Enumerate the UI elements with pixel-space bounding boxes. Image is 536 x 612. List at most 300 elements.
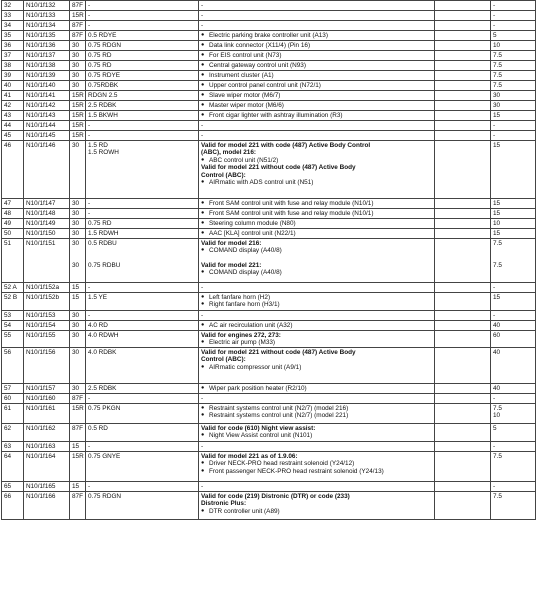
component-item: ● Master wiper motor (M6/6) (201, 102, 432, 109)
description-cell (199, 481, 435, 491)
cable-cell (86, 441, 199, 451)
cable-value (88, 247, 196, 254)
amperage-cell (491, 61, 536, 71)
amperage-value: 7.5 (493, 404, 502, 412)
cable-value: 0.75 RDYE (88, 72, 120, 79)
connector-cell: N10/1f147 (24, 199, 70, 209)
fuse-number-cell: 48 (2, 209, 24, 219)
fuse-number-cell: 49 (2, 219, 24, 229)
extra-cell (435, 423, 491, 441)
cable-cell (86, 141, 199, 199)
cable-value: 4.0 RDBK (88, 348, 117, 356)
fuse-number-cell: 52 B (2, 293, 24, 311)
description-text: - (201, 394, 204, 402)
terminal-value: 87F (72, 22, 84, 29)
validity-heading: Valid for model 221 with code (487) Active Body Control (201, 142, 371, 149)
description-text: - (201, 22, 204, 29)
table-row (2, 91, 536, 101)
connector-cell: N10/1f145 (24, 131, 70, 141)
fuse-number-cell: 40 (2, 81, 24, 91)
table-row (2, 199, 536, 209)
cable-cell (86, 491, 199, 519)
table-row (2, 239, 536, 283)
component-item: ● Electric parking brake controller unit (A13) (201, 32, 432, 39)
connector-cell: N10/1f160 (24, 393, 70, 403)
component-item: ● Right fanfare horn (H3/1) (201, 301, 432, 308)
connector-cell: N10/1f154 (24, 321, 70, 331)
cable-cell (86, 383, 199, 393)
cable-value: - (88, 2, 91, 9)
amperage-cell (491, 121, 536, 131)
description-cell (199, 51, 435, 61)
extra-cell (435, 311, 491, 321)
description-cell (199, 229, 435, 239)
amperage-value: 40 (493, 348, 501, 356)
cable-value: - (88, 210, 91, 217)
extra-cell (435, 347, 491, 383)
component-item: ● Restraint systems control unit (N2/7) (model 221) (201, 412, 432, 419)
table-row (2, 383, 536, 393)
cable-value: RDGN 2.5 (88, 92, 118, 99)
terminal-cell (70, 293, 86, 311)
description-cell (199, 199, 435, 209)
terminal-value: 15 (72, 482, 80, 490)
connector-cell: N10/1f138 (24, 61, 70, 71)
terminal-value: 30 (72, 240, 80, 247)
terminal-value: 15R (72, 112, 84, 119)
amperage-value: - (493, 284, 496, 291)
component-item: ● AC air recirculation unit (A32) (201, 322, 432, 329)
cable-value: 0.75 PKGN (88, 404, 121, 412)
cable-cell (86, 209, 199, 219)
extra-cell (435, 331, 491, 348)
description-cell (199, 491, 435, 519)
description-cell (199, 393, 435, 403)
amperage-value (493, 255, 533, 262)
extra-cell (435, 61, 491, 71)
validity-heading: Control (ABC): (201, 356, 246, 364)
table-row (2, 293, 536, 311)
extra-cell (435, 199, 491, 209)
connector-cell: N10/1f150 (24, 229, 70, 239)
description-cell (199, 11, 435, 21)
amperage-cell (491, 451, 536, 481)
description-cell (199, 141, 435, 199)
fuse-number-cell: 63 (2, 441, 24, 451)
amperage-cell (491, 491, 536, 519)
extra-cell (435, 131, 491, 141)
amperage-value: 40 (493, 322, 501, 329)
description-cell (199, 293, 435, 311)
connector-cell: N10/1f163 (24, 441, 70, 451)
cable-cell (86, 31, 199, 41)
connector-cell: N10/1f136 (24, 41, 70, 51)
terminal-value: 15R (72, 122, 84, 129)
component-item: ● Night View Assist control unit (N101) (201, 432, 432, 439)
amperage-cell (491, 31, 536, 41)
fuse-number-cell: 39 (2, 71, 24, 81)
terminal-cell (70, 347, 86, 383)
connector-cell: N10/1f140 (24, 81, 70, 91)
cable-value: 0.75 RD (88, 62, 112, 69)
cable-value: 0.75 RD (88, 220, 112, 227)
amperage-value: 7.5 (493, 62, 502, 69)
fuse-number-cell: 43 (2, 111, 24, 121)
fuse-number-cell: 56 (2, 347, 24, 383)
cable-value: 2.5 RDBK (88, 384, 117, 392)
connector-cell: N10/1f143 (24, 111, 70, 121)
terminal-cell (70, 331, 86, 348)
connector-cell: N10/1f137 (24, 51, 70, 61)
table-row (2, 31, 536, 41)
cable-value: 0.75RDBK (88, 82, 119, 89)
amperage-cell (491, 111, 536, 121)
amperage-cell (491, 219, 536, 229)
component-item: ● Left fanfare horn (H2) (201, 294, 432, 301)
terminal-cell (70, 91, 86, 101)
description-cell (199, 311, 435, 321)
component-item: ● Central gateway control unit (N93) (201, 62, 432, 69)
cable-cell (86, 121, 199, 131)
terminal-value: 30 (72, 322, 80, 329)
extra-cell (435, 229, 491, 239)
terminal-cell (70, 111, 86, 121)
terminal-value: 30 (72, 52, 80, 59)
table-row (2, 331, 536, 348)
cable-cell (86, 331, 199, 348)
table-row (2, 441, 536, 451)
table-row (2, 1, 536, 11)
cable-value: - (88, 132, 91, 139)
amperage-cell (491, 11, 536, 21)
fuse-number-cell: 66 (2, 491, 24, 519)
validity-heading: Valid for model 221: (201, 261, 262, 269)
description-cell (199, 451, 435, 481)
table-row (2, 219, 536, 229)
fuse-number-cell: 44 (2, 121, 24, 131)
component-item: ● Instrument cluster (A1) (201, 72, 432, 79)
description-cell (199, 61, 435, 71)
connector-cell: N10/1f152a (24, 283, 70, 293)
description-cell (199, 441, 435, 451)
description-cell (199, 403, 435, 423)
terminal-value: 87F (72, 492, 84, 500)
amperage-value: - (493, 2, 496, 9)
amperage-value: 40 (493, 384, 501, 392)
component-item: ● Electric air pump (M33) (201, 339, 432, 346)
cable-cell (86, 219, 199, 229)
table-row (2, 71, 536, 81)
cable-value: - (88, 122, 91, 129)
cable-value: 4.0 RD (88, 322, 108, 329)
fuse-number-cell: 47 (2, 199, 24, 209)
cable-cell (86, 101, 199, 111)
terminal-cell (70, 491, 86, 519)
terminal-value: 87F (72, 2, 84, 9)
connector-cell: N10/1f151 (24, 239, 70, 283)
description-cell (199, 321, 435, 331)
terminal-cell (70, 41, 86, 51)
component-item: ● Front passenger NECK-PRO head restraint solenoid (Y24/13) (201, 468, 432, 475)
description-text: - (201, 2, 204, 9)
extra-cell (435, 383, 491, 393)
cable-value: - (88, 312, 91, 319)
amperage-cell (491, 209, 536, 219)
component-item: ● AIRmatic compressor unit (A9/1) (201, 364, 432, 371)
cable-cell (86, 81, 199, 91)
cable-value: - (88, 284, 91, 291)
description-text: - (201, 132, 204, 139)
terminal-cell (70, 311, 86, 321)
cable-value: - (88, 394, 91, 402)
component-item: ● Front SAM control unit with fuse and relay module (N10/1) (201, 200, 432, 207)
connector-cell: N10/1f144 (24, 121, 70, 131)
table-row (2, 111, 536, 121)
amperage-cell (491, 81, 536, 91)
connector-cell: N10/1f155 (24, 331, 70, 348)
extra-cell (435, 393, 491, 403)
terminal-value: 30 (72, 348, 80, 356)
cable-cell (86, 61, 199, 71)
fuse-table-body (2, 1, 536, 520)
extra-cell (435, 481, 491, 491)
amperage-cell (491, 239, 536, 283)
terminal-cell (70, 383, 86, 393)
terminal-cell (70, 21, 86, 31)
description-cell (199, 31, 435, 41)
extra-cell (435, 71, 491, 81)
cable-cell (86, 347, 199, 383)
terminal-cell (70, 121, 86, 131)
amperage-value: - (493, 132, 496, 139)
fuse-allocation-table (1, 0, 536, 520)
amperage-value: 15 (493, 200, 501, 207)
extra-cell (435, 321, 491, 331)
amperage-value: - (493, 122, 496, 129)
table-row (2, 11, 536, 21)
fuse-number-cell: 33 (2, 11, 24, 21)
amperage-cell (491, 141, 536, 199)
cable-value: 0.75 RDGN (88, 492, 122, 500)
description-cell (199, 423, 435, 441)
description-text: - (201, 122, 204, 129)
component-item: ● Upper control panel control unit (N72/1) (201, 82, 432, 89)
amperage-cell (491, 1, 536, 11)
fuse-number-cell: 50 (2, 229, 24, 239)
connector-cell: N10/1f161 (24, 403, 70, 423)
terminal-value: 15R (72, 452, 84, 460)
amperage-cell (491, 481, 536, 491)
terminal-value: 30 (72, 72, 80, 79)
table-row (2, 311, 536, 321)
terminal-value: 30 (72, 332, 80, 339)
connector-cell: N10/1f146 (24, 141, 70, 199)
table-row (2, 451, 536, 481)
terminal-cell (70, 423, 86, 441)
connector-cell: N10/1f162 (24, 423, 70, 441)
component-item: ● Front cigar lighter with ashtray illumination (R3) (201, 112, 432, 119)
validity-heading: (ABC), model 216: (201, 149, 257, 157)
component-item: ● For EIS control unit (N73) (201, 52, 432, 59)
description-cell (199, 209, 435, 219)
fuse-number-cell: 52 A (2, 283, 24, 293)
extra-cell (435, 51, 491, 61)
amperage-cell (491, 423, 536, 441)
table-row (2, 141, 536, 199)
amperage-value: - (493, 394, 496, 402)
terminal-cell (70, 51, 86, 61)
terminal-cell (70, 321, 86, 331)
fuse-number-cell: 53 (2, 311, 24, 321)
fuse-number-cell: 32 (2, 1, 24, 11)
amperage-value: 30 (493, 102, 501, 109)
component-item: ● AAC [KLA] control unit (N22/1) (201, 230, 432, 237)
terminal-value: 30 (72, 42, 80, 49)
cable-value: 1.5 ROWH (88, 149, 119, 157)
validity-heading: Control (ABC): (201, 171, 246, 179)
amperage-value: 7.5 (493, 240, 502, 247)
cable-value: - (88, 442, 91, 450)
amperage-cell (491, 101, 536, 111)
terminal-value: 87F (72, 394, 84, 402)
description-cell (199, 91, 435, 101)
terminal-cell (70, 71, 86, 81)
table-row (2, 423, 536, 441)
amperage-value: - (493, 482, 496, 490)
cable-value: - (88, 482, 91, 490)
extra-cell (435, 91, 491, 101)
validity-heading: Valid for code (219) Distronic (DTR) or code (233) (201, 492, 350, 500)
amperage-value: 10 (493, 412, 501, 420)
amperage-value: - (493, 312, 496, 319)
terminal-cell (70, 451, 86, 481)
amperage-cell (491, 131, 536, 141)
description-cell (199, 239, 435, 283)
connector-cell: N10/1f149 (24, 219, 70, 229)
terminal-value: 30 (72, 262, 80, 270)
terminal-value: 30 (72, 210, 80, 217)
cable-cell (86, 131, 199, 141)
amperage-cell (491, 403, 536, 423)
extra-cell (435, 1, 491, 11)
table-row (2, 101, 536, 111)
terminal-value: 30 (72, 142, 80, 149)
table-row (2, 61, 536, 71)
connector-cell: N10/1f132 (24, 1, 70, 11)
terminal-value: 30 (72, 200, 80, 207)
terminal-value: 30 (72, 82, 80, 89)
amperage-cell (491, 71, 536, 81)
cable-value: 4.0 RDWH (88, 332, 119, 339)
terminal-value: 15R (72, 132, 84, 139)
terminal-cell (70, 199, 86, 209)
description-text: - (201, 12, 204, 19)
extra-cell (435, 491, 491, 519)
terminal-cell (70, 81, 86, 91)
table-row (2, 81, 536, 91)
terminal-cell (70, 219, 86, 229)
description-cell (199, 101, 435, 111)
validity-heading: Valid for model 221 without code (487) Active Body (201, 348, 356, 356)
fuse-number-cell: 64 (2, 451, 24, 481)
amperage-cell (491, 51, 536, 61)
spacer (201, 255, 432, 262)
description-cell (199, 71, 435, 81)
amperage-value: 15 (493, 142, 501, 149)
extra-cell (435, 451, 491, 481)
description-text: - (201, 442, 204, 450)
component-item: ● COMAND display (A40/8) (201, 269, 432, 276)
connector-cell: N10/1f134 (24, 21, 70, 31)
fuse-number-cell: 38 (2, 61, 24, 71)
amperage-value: 30 (493, 92, 501, 99)
component-item: ● Data link connector (X11/4) (Pin 16) (201, 42, 432, 49)
terminal-value: 30 (72, 220, 80, 227)
terminal-value: 15R (72, 12, 84, 19)
amperage-value: 15 (493, 294, 501, 301)
amperage-cell (491, 331, 536, 348)
cable-value: 1.5 BKWH (88, 112, 118, 119)
table-row (2, 283, 536, 293)
terminal-cell (70, 131, 86, 141)
terminal-cell (70, 481, 86, 491)
description-cell (199, 121, 435, 131)
component-item: ● DTR controller unit (A89) (201, 508, 432, 515)
description-text: - (201, 284, 204, 291)
fuse-number-cell: 51 (2, 239, 24, 283)
cable-value: - (88, 22, 91, 29)
table-row (2, 491, 536, 519)
description-text: - (201, 312, 204, 319)
amperage-cell (491, 21, 536, 31)
terminal-value: 15R (72, 102, 84, 109)
cable-value: 0.5 RD (88, 424, 108, 432)
cable-cell (86, 51, 199, 61)
amperage-cell (491, 229, 536, 239)
amperage-cell (491, 393, 536, 403)
cable-value: 0.75 RDBU (88, 262, 121, 270)
cable-cell (86, 451, 199, 481)
amperage-value: 15 (493, 210, 501, 217)
amperage-cell (491, 283, 536, 293)
validity-heading: Valid for engines 272, 273: (201, 332, 281, 339)
terminal-cell (70, 141, 86, 199)
cable-cell (86, 293, 199, 311)
cable-value: 1.5 RDWH (88, 230, 119, 237)
amperage-cell (491, 383, 536, 393)
table-row (2, 21, 536, 31)
extra-cell (435, 121, 491, 131)
description-cell (199, 21, 435, 31)
amperage-value: 7.5 (493, 452, 502, 460)
connector-cell: N10/1f156 (24, 347, 70, 383)
connector-cell: N10/1f135 (24, 31, 70, 41)
amperage-cell (491, 441, 536, 451)
component-item: ● Front SAM control unit with fuse and relay module (N10/1) (201, 210, 432, 217)
cable-cell (86, 423, 199, 441)
amperage-cell (491, 41, 536, 51)
extra-cell (435, 283, 491, 293)
connector-cell: N10/1f157 (24, 383, 70, 393)
terminal-cell (70, 239, 86, 283)
cable-cell (86, 91, 199, 101)
terminal-cell (70, 209, 86, 219)
terminal-value: 87F (72, 32, 84, 39)
extra-cell (435, 21, 491, 31)
terminal-cell (70, 1, 86, 11)
terminal-cell (70, 403, 86, 423)
fuse-number-cell: 42 (2, 101, 24, 111)
